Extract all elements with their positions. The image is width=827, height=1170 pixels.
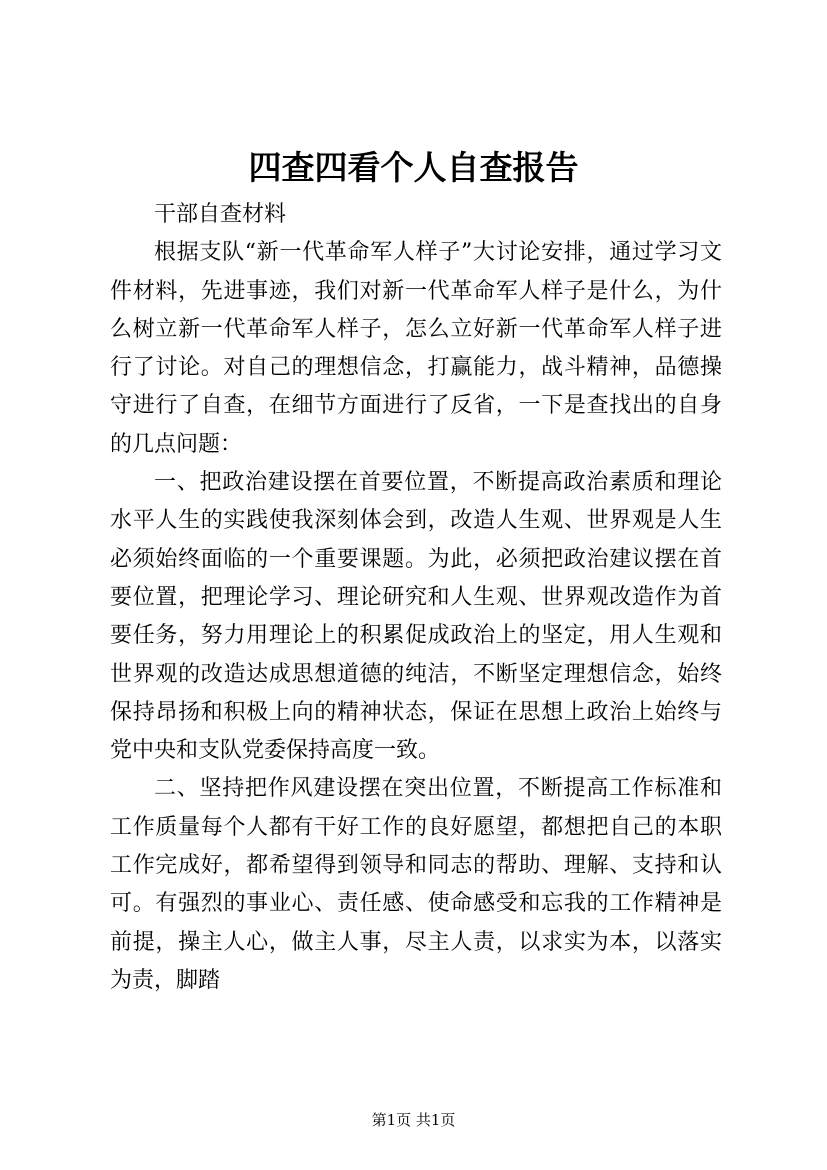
paragraph-subtitle: 干部自查材料 — [154, 202, 287, 227]
paragraph-section-2: 二、坚持把作风建设摆在突出位置，不断提高工作标准和工作质量每个人都有干好工作的良好愿望，都想把自己的本职工作完成好，都希望得到领导和同志的帮助、理解、支持和认可。有强烈的事业心、责任感、使命感受和忘我的工作精神是前提，操主人心，做主人事，尽主人责，以求实为本，以落实为责，脚踏 — [110, 776, 722, 993]
document-title: 四查四看个人自查报告 — [248, 148, 579, 187]
document-body — [110, 196, 722, 1000]
paragraph-section-1: 一、把政治建设摆在首要位置，不断提高政治素质和理论水平人生的实践使我深刻体会到，改造人生观、世界观是人生必须始终面临的一个重要课题。为此，必须把政治建议摆在首要位置，把理论学习、理论研究和人生观、世界观改造作为首要任务，努力用理论上的积累促成政治上的坚定，用人生观和世界观的改造达成思想道德的纯洁，不断坚定理想信念，始终保持昂扬和积极上向的精神状态，保证在思想上政治上始终与党中央和支队党委保持高度一致。 — [110, 470, 722, 764]
paragraph-intro: 根据支队“新一代革命军人样子”大讨论安排，通过学习文件材料，先进事迹，我们对新一代革命军人样子是什么，为什么树立新一代革命军人样子，怎么立好新一代革命军人样子进行了讨论。对自己的理想信念，打赢能力，战斗精神，品德操守进行了自查，在细节方面进行了反省，一下是查找出的自身的几点问题： — [110, 240, 722, 457]
page-footer: 第1页 共1页 — [371, 1111, 456, 1129]
